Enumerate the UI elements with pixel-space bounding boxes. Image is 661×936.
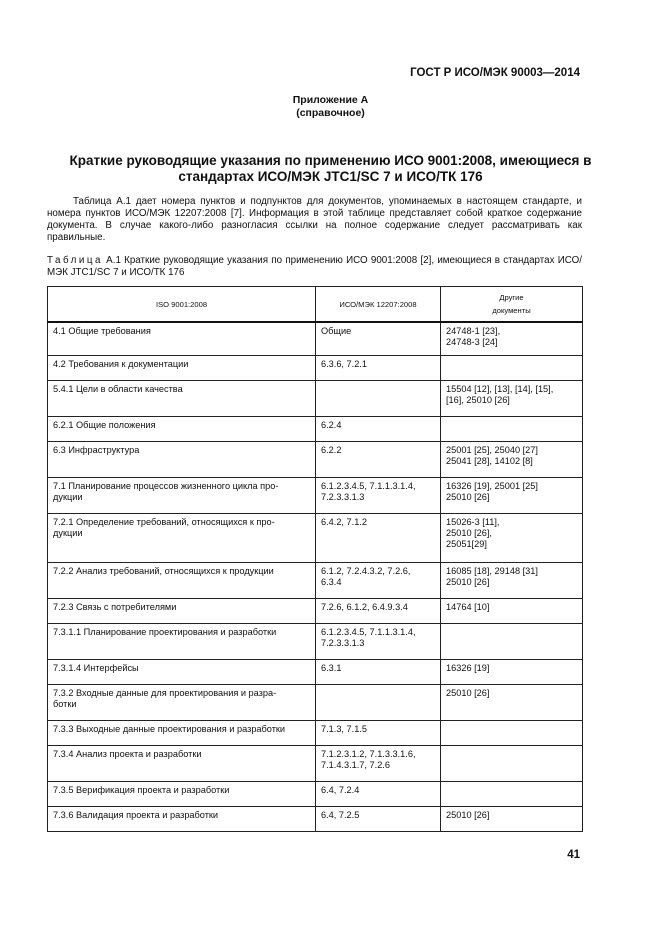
cell-iso-iec-12207-clause xyxy=(316,685,441,721)
cell-other-documents: 16326 [19] xyxy=(441,660,583,685)
cell-iso-clause: 7.3.3 Выходные данные проектирования и разработки xyxy=(48,721,316,746)
cell-iso-iec-12207-clause: 6.4, 7.2.4 xyxy=(316,782,441,807)
cell-iso-iec-12207-clause: 6.3.1 xyxy=(316,660,441,685)
cell-other-documents xyxy=(441,721,583,746)
cell-iso-iec-12207-clause: 7.2.6, 6.1.2, 6.4.9.3.4 xyxy=(316,599,441,624)
table-row xyxy=(48,685,583,721)
cell-iso-clause: 4.1 Общие требования xyxy=(48,322,316,356)
table-row xyxy=(48,807,583,832)
table-caption-text: А.1 Краткие руководящие указания по применению ИСО 9001:2008 [2], имеющиеся в стандартах ИСО/МЭК JTC1/SC 7 и ИСО/ТК 176 xyxy=(47,255,582,278)
cell-iso-iec-12207-clause: Общие xyxy=(316,322,441,356)
cell-iso-clause: 7.1 Планирование процессов жизненного цикла про- дукции xyxy=(48,478,316,514)
cell-iso-iec-12207-clause: 6.4.2, 7.1.2 xyxy=(316,514,441,563)
cell-other-documents: 14764 [10] xyxy=(441,599,583,624)
table-row xyxy=(48,746,583,782)
cell-iso-iec-12207-clause: 6.1.2.3.4.5, 7.1.1.3.1.4, 7.2.3.3.1.3 xyxy=(316,478,441,514)
cell-other-documents: 24748-1 [23], 24748-3 [24] xyxy=(441,322,583,356)
table-row xyxy=(48,782,583,807)
cell-other-documents: 15026-3 [11], 25010 [26], 25051[29] xyxy=(441,514,583,563)
cell-iso-clause: 7.3.4 Анализ проекта и разработки xyxy=(48,746,316,782)
reference-table xyxy=(47,286,583,832)
page-number: 41 xyxy=(567,849,580,861)
cell-iso-clause: 6.2.1 Общие положения xyxy=(48,417,316,442)
cell-iso-clause: 7.2.3 Связь с потребителями xyxy=(48,599,316,624)
table-row xyxy=(48,417,583,442)
cell-iso-clause: 7.3.6 Валидация проекта и разработки xyxy=(48,807,316,832)
header-iso-9001: ISO 9001:2008 xyxy=(48,287,316,323)
cell-iso-iec-12207-clause: 6.1.2.3.4.5, 7.1.1.3.1.4, 7.2.3.3.1.3 xyxy=(316,624,441,660)
title-line-2: стандартах ИСО/МЭК JTC1/SC 7 и ИСО/ТК 176 xyxy=(178,169,483,184)
title-line-1: Краткие руководящие указания по применению ИСО 9001:2008, имеющиеся в xyxy=(69,153,592,168)
cell-other-documents xyxy=(441,624,583,660)
table-row xyxy=(48,624,583,660)
annex-type: (справочное) xyxy=(296,107,365,119)
cell-other-documents xyxy=(441,417,583,442)
cell-iso-clause: 7.3.2 Входные данные для проектирования и разра- ботки xyxy=(48,685,316,721)
cell-other-documents: 25010 [26] xyxy=(441,807,583,832)
cell-other-documents: 16085 [18], 29148 [31] 25010 [26] xyxy=(441,563,583,599)
table-row xyxy=(48,381,583,417)
cell-other-documents: 25010 [26] xyxy=(441,685,583,721)
header-other-documents xyxy=(441,287,583,323)
document-code: ГОСТ Р ИСО/МЭК 90003—2014 xyxy=(410,67,580,79)
cell-other-documents xyxy=(441,356,583,381)
cell-iso-iec-12207-clause: 7.1.2.3.1.2, 7.1.3.3.1.6, 7.1.4.3.1.7, 7.2.6 xyxy=(316,746,441,782)
table-row xyxy=(48,478,583,514)
cell-other-documents: 15504 [12], [13], [14], [15], [16], 25010 [26] xyxy=(441,381,583,417)
table-row xyxy=(48,442,583,478)
cell-iso-clause: 4.2 Требования к документации xyxy=(48,356,316,381)
table-caption-label: Таблица xyxy=(47,255,103,266)
table-body xyxy=(48,322,583,832)
header-iso-iec-12207: ИСО/МЭК 12207:2008 xyxy=(316,287,441,323)
cell-other-documents: 16326 [19], 25001 [25] 25010 [26] xyxy=(441,478,583,514)
table-row xyxy=(48,599,583,624)
cell-iso-iec-12207-clause xyxy=(316,381,441,417)
annex-title: Приложение А xyxy=(292,94,369,106)
cell-iso-iec-12207-clause: 6.2.2 xyxy=(316,442,441,478)
cell-other-documents xyxy=(441,746,583,782)
annex-heading xyxy=(0,94,661,120)
table-row xyxy=(48,563,583,599)
cell-iso-clause: 6.3 Инфраструктура xyxy=(48,442,316,478)
header-other-line-2: документы xyxy=(492,306,531,315)
table-caption xyxy=(47,255,582,279)
cell-iso-iec-12207-clause: 6.3.6, 7.2.1 xyxy=(316,356,441,381)
cell-iso-iec-12207-clause: 6.1.2, 7.2.4.3.2, 7.2.6, 6.3.4 xyxy=(316,563,441,599)
table-row xyxy=(48,322,583,356)
cell-other-documents: 25001 [25], 25040 [27] 25041 [28], 14102 [8] xyxy=(441,442,583,478)
table-row xyxy=(48,514,583,563)
cell-iso-clause: 7.3.1.4 Интерфейсы xyxy=(48,660,316,685)
page-title xyxy=(40,153,621,185)
cell-iso-clause: 7.3.5 Верификация проекта и разработки xyxy=(48,782,316,807)
cell-iso-iec-12207-clause: 7.1.3, 7.1.5 xyxy=(316,721,441,746)
intro-paragraph: Таблица А.1 дает номера пунктов и подпунктов для документов, упоминаемых в настоящем стандарте, и номера пунктов ИСО/МЭК 12207:2008 [7]. Информация в этой таблице представляет собой краткое содержание документа. В случае какого-либо разногласия ссылки на полное содержание следует рассматривать как правильные. xyxy=(47,196,582,243)
cell-iso-clause: 7.2.2 Анализ требований, относящихся к продукции xyxy=(48,563,316,599)
cell-iso-iec-12207-clause: 6.2.4 xyxy=(316,417,441,442)
cell-other-documents xyxy=(441,782,583,807)
cell-iso-clause: 7.3.1.1 Планирование проектирования и разработки xyxy=(48,624,316,660)
cell-iso-clause: 7.2.1 Определение требований, относящихся к про- дукции xyxy=(48,514,316,563)
table-row xyxy=(48,356,583,381)
table-row xyxy=(48,660,583,685)
header-other-line-1: Другие xyxy=(499,293,524,302)
cell-iso-iec-12207-clause: 6.4, 7.2.5 xyxy=(316,807,441,832)
table-header-row xyxy=(48,287,583,323)
table-row xyxy=(48,721,583,746)
cell-iso-clause: 5.4.1 Цели в области качества xyxy=(48,381,316,417)
